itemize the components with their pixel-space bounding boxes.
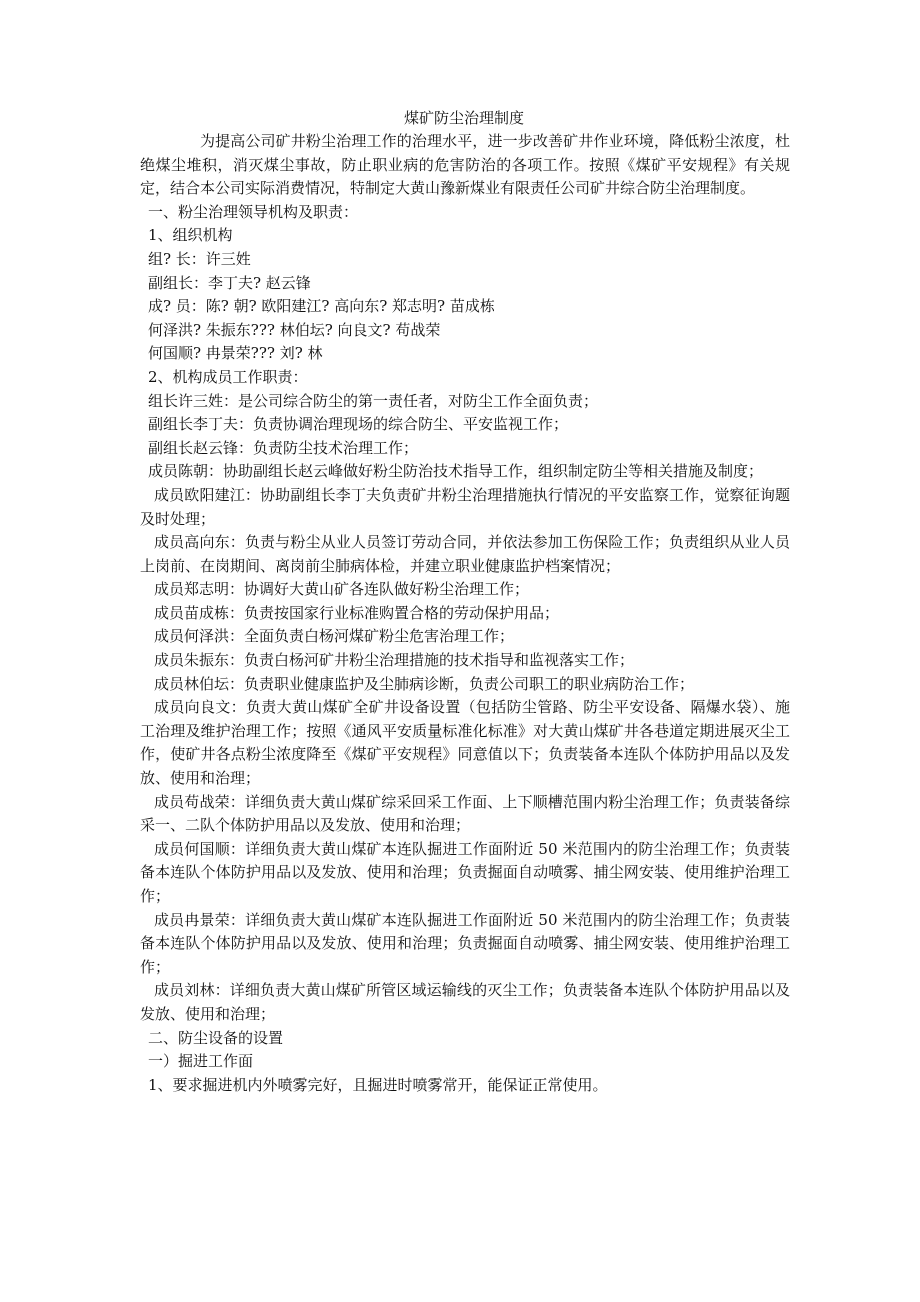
- document-paragraph: 成员林伯坛：负责职业健康监护及尘肺病诊断，负责公司职工的职业病防治工作；: [154, 674, 695, 693]
- document-paragraph: 成员苗成栋：负责按国家行业标准购置合格的劳动保护用品；: [154, 603, 560, 622]
- document-paragraph: 成员何国顺：详细负责大黄山煤矿本连队掘进工作面附近 50 米范围内的防尘治理工作；负责装备本连队个体防护用品以及发放、使用和治理；负责掘面自动喷雾、捕尘网安装、使用维护治理工作；: [140, 839, 790, 905]
- document-paragraph: 成? 员：陈? 朝? 欧阳建江? 高向东? 郑志明? 苗成栋: [148, 297, 495, 316]
- document-paragraph: 组? 长：许三姓: [148, 249, 251, 268]
- document-paragraph: 成员朱振东：负责白杨河矿井粉尘治理措施的技术指导和监视落实工作；: [154, 651, 635, 670]
- document-paragraph: 成员苟战荣：详细负责大黄山煤矿综采回采工作面、上下顺槽范围内粉尘治理工作；负责装备综采一、二队个体防护用品以及发放、使用和治理；: [140, 792, 790, 835]
- document-paragraph: 成员向良文：负责大黄山煤矿全矿井设备设置（包括防尘管路、防尘平安设备、隔爆水袋）、施工治理及维护治理工作；按照《通风平安质量标准化标准》对大黄山煤矿井各巷道定期进展灭尘工作，使矿井各点粉尘浓度降至《煤矿平安规程》同意值以下；负责装备本连队个体防护用品以及发放、使用和治理；: [140, 698, 790, 788]
- document-paragraph: 二、防尘设备的设置: [148, 1028, 284, 1047]
- document-paragraph: 成员欧阳建江：协助副组长李丁夫负责矿井粉尘治理措施执行情况的平安监察工作，觉察征询题及时处理；: [140, 485, 790, 528]
- document-paragraph: 1、要求掘进机内外喷雾完好，且掘进时喷雾常开，能保证正常使用。: [148, 1075, 608, 1094]
- document-title: 煤矿防尘治理制度: [403, 109, 524, 127]
- document-paragraph: 一）掘进工作面: [148, 1052, 254, 1071]
- document-paragraph: 成员刘林：详细负责大黄山煤矿所管区域运输线的灭尘工作；负责装备本连队个体防护用品以及发放、使用和治理；: [140, 981, 790, 1023]
- document-paragraph: 何国顺? 冉景荣??? 刘? 林: [148, 344, 323, 363]
- document-paragraph: 1、组织机构: [148, 226, 233, 245]
- document-paragraph: 2、机构成员工作职责：: [148, 367, 308, 386]
- document-paragraph: 成员冉景荣：详细负责大黄山煤矿本连队掘进工作面附近 50 米范围内的防尘治理工作；负责装备本连队个体防护用品以及发放、使用和治理；负责掘面自动喷雾、捕尘网安装、使用维护治理工作；: [140, 910, 790, 976]
- document-paragraph: 一、粉尘治理领导机构及职责：: [148, 202, 359, 221]
- document-paragraph: 成员何泽洪：全面负责白杨河煤矿粉尘危害治理工作；: [154, 627, 515, 646]
- document-paragraph: 何泽洪? 朱振东??? 林伯坛? 向良文? 苟战荣: [148, 320, 441, 339]
- document-paragraph: 副组长：李丁夫? 赵云锋: [148, 273, 311, 292]
- document-page: [140, 106, 790, 1097]
- document-body: [140, 130, 790, 1097]
- document-paragraph: 为提高公司矿井粉尘治理工作的治理水平，进一步改善矿井作业环境，降低粉尘浓度，杜绝煤尘堆积，消灭煤尘事故，防止职业病的危害防治的各项工作。按照《煤矿平安规程》有关规定，结合本公司实际消费情况，特制定大黄山豫新煤业有限责任公司矿井综合防尘治理制度。: [140, 132, 790, 198]
- document-paragraph: 副组长李丁夫：负责协调治理现场的综合防尘、平安监视工作；: [148, 415, 569, 434]
- document-paragraph: 成员郑志明：协调好大黄山矿各连队做好粉尘治理工作；: [154, 580, 530, 599]
- document-paragraph: 组长许三姓：是公司综合防尘的第一责任者，对防尘工作全面负责；: [148, 391, 599, 410]
- document-paragraph: 成员高向东：负责与粉尘从业人员签订劳动合同，并依法参加工伤保险工作；负责组织从业人员上岗前、在岗期间、离岗前尘肺病体检，并建立职业健康监护档案情况；: [140, 533, 790, 575]
- document-paragraph: 成员陈朝：协助副组长赵云峰做好粉尘防治技术指导工作，组织制定防尘等相关措施及制度；: [148, 462, 764, 481]
- document-paragraph: 副组长赵云锋：负责防尘技术治理工作；: [148, 438, 419, 457]
